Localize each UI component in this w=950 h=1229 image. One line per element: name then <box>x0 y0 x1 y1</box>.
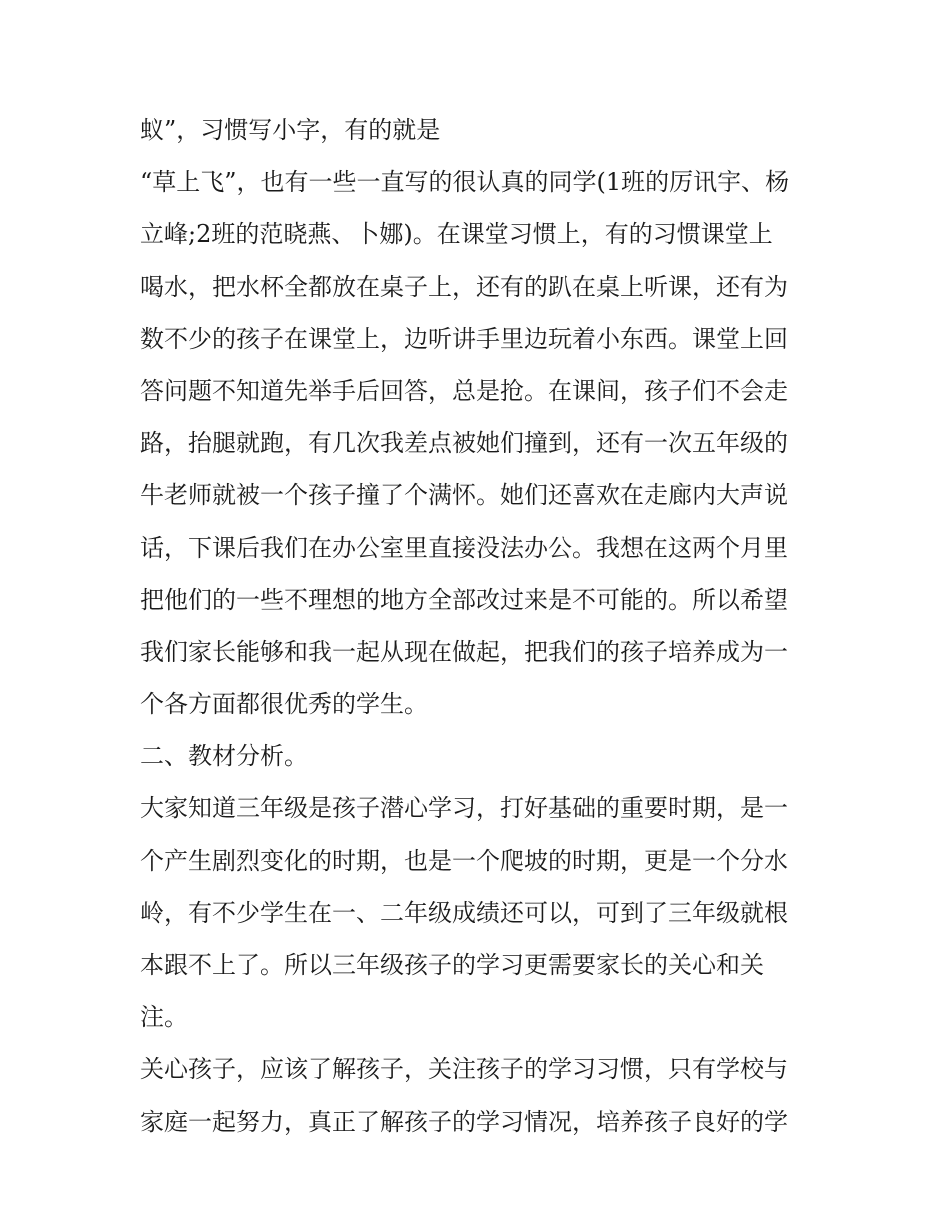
text-line: 话，下课后我们在办公室里直接没法办公。我想在这两个月里 <box>140 533 788 562</box>
text-line: 本跟不上了。所以三年级孩子的学习更需要家长的关心和关 <box>140 951 764 979</box>
text-line: “草上飞”，也有一些一直写的很认真的同学(1班的厉讯宇、杨 <box>140 168 790 197</box>
text-line: 岭，有不少学生在一、二年级成绩还可以，可到了三年级就根 <box>140 898 788 927</box>
text-line: 喝水，把水杯全都放在桌子上，还有的趴在桌上听课，还有为 <box>140 272 788 301</box>
document-body <box>140 104 820 1148</box>
text-line: 把他们的一些不理想的地方全部改过来是不可能的。所以希望 <box>140 585 788 614</box>
text-line: 我们家长能够和我一起从现在做起，把我们的孩子培养成为一 <box>140 637 788 666</box>
text-line: 路，抬腿就跑，有几次我差点被她们撞到，还有一次五年级的 <box>140 429 788 458</box>
text-line: 个产生剧烈变化的时期，也是一个爬坡的时期，更是一个分水 <box>140 846 788 875</box>
text-line: 注。 <box>140 1003 188 1032</box>
text-line: 蚁”，习惯写小字，有的就是 <box>140 116 441 144</box>
section-heading: 二、教材分析。 <box>140 742 308 771</box>
text-line: 立峰;2班的范晓燕、卜娜)。在课堂习惯上，有的习惯课堂上 <box>140 220 773 249</box>
text-line: 数不少的孩子在课堂上，边听讲手里边玩着小东西。课堂上回 <box>140 324 788 353</box>
text-line: 大家知道三年级是孩子潜心学习，打好基础的重要时期，是一 <box>140 794 788 823</box>
text-line: 牛老师就被一个孩子撞了个满怀。她们还喜欢在走廊内大声说 <box>140 481 788 510</box>
text-line: 答问题不知道先举手后回答，总是抢。在课间，孩子们不会走 <box>140 376 788 405</box>
text-line: 关心孩子，应该了解孩子，关注孩子的学习习惯，只有学校与 <box>140 1055 788 1084</box>
text-line: 个各方面都很优秀的学生。 <box>140 690 428 719</box>
text-line: 家庭一起努力，真正了解孩子的学习情况，培养孩子良好的学 <box>140 1107 788 1136</box>
